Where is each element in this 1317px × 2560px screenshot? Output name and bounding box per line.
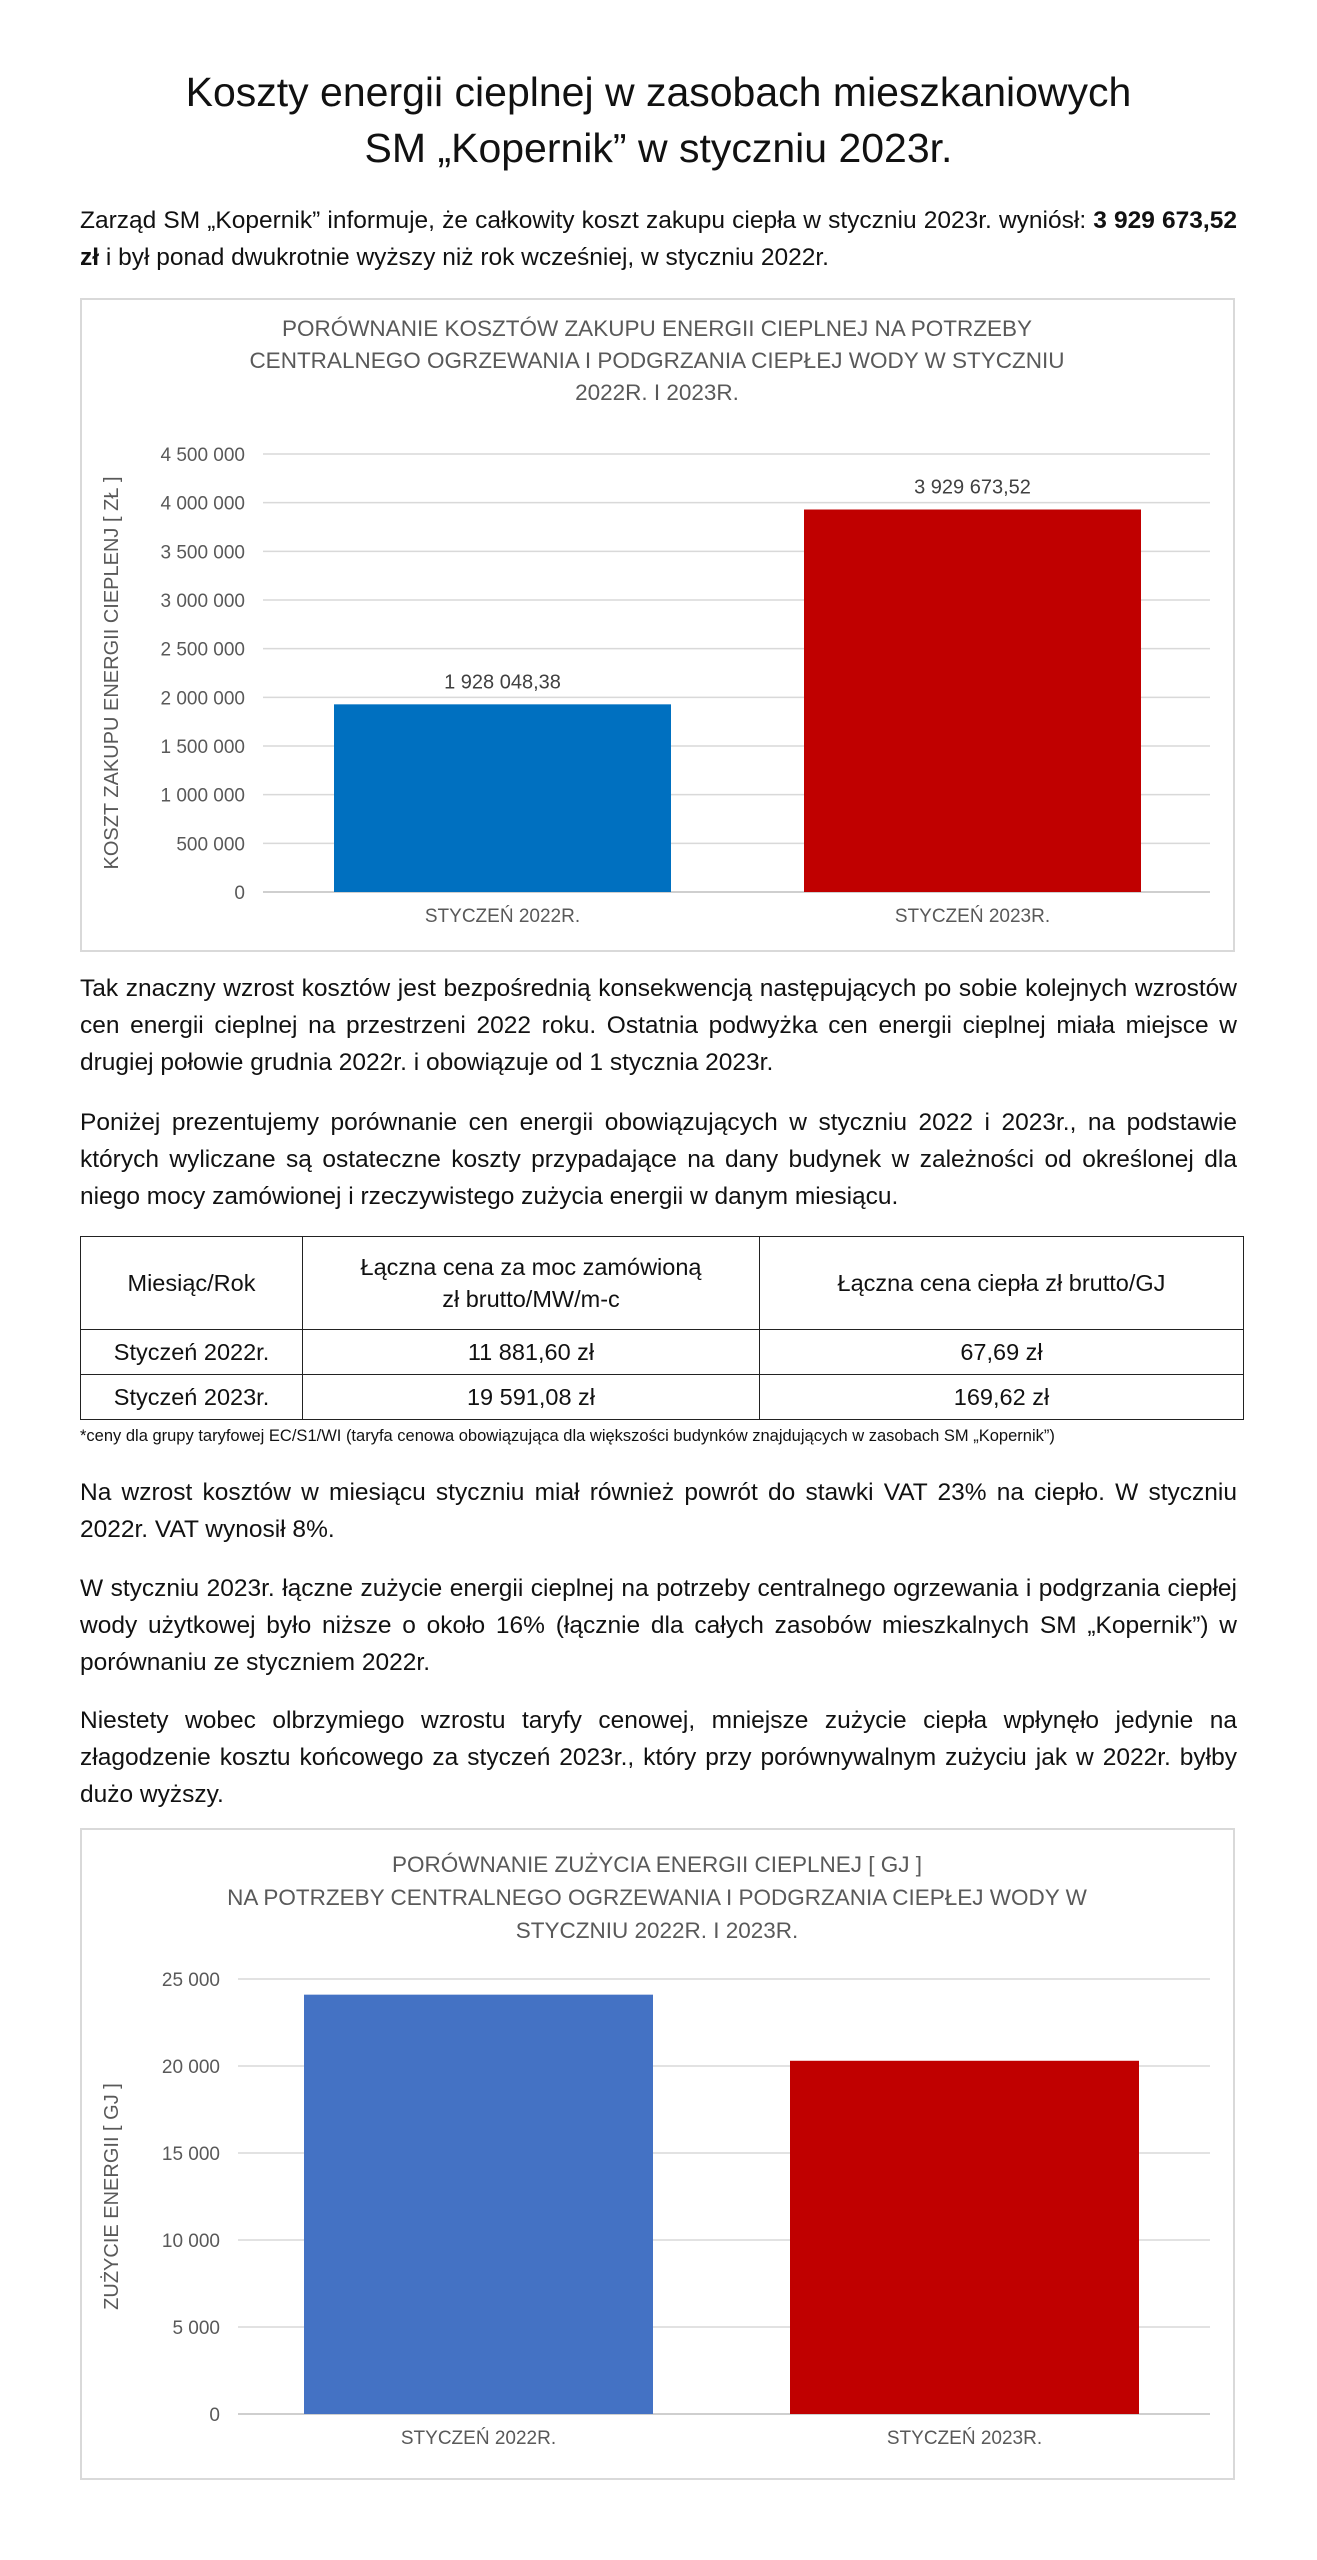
price-table-header-row	[81, 1237, 1244, 1330]
paragraph-price-increase: Tak znaczny wzrost kosztów jest bezpośrednią konsekwencją następujących po sobie kolejnych wzrostów cen energii cieplnej na przestrzeni 2022 roku. Ostatnia podwyżka cen energii cieplnej miała miejsce w drugiej połowie grudnia 2022r. i obowiązuje od 1 stycznia 2023r.	[80, 975, 1237, 1076]
y-tick-label: 0	[234, 883, 245, 904]
consumption-chart-svg	[82, 1830, 1233, 2478]
price-table-footnote: *ceny dla grupy taryfowej EC/S1/WI (taryfa cenowa obowiązująca dla większości budynków znajdujących w zasobach SM „Kopernik”)	[80, 1427, 1055, 1445]
data-label: 3 929 673,52	[914, 476, 1031, 499]
y-axis-title: ZUŻYCIE ENERGII [ GJ ]	[101, 2083, 123, 2310]
paragraph-vat: Na wzrost kosztów w miesiącu styczniu miał również powrót do stawki VAT 23% na ciepło. W styczniu 2022r. VAT wynosił 8%.	[80, 1479, 1237, 1543]
page-title	[0, 64, 1317, 176]
consumption-chart	[80, 1828, 1235, 2480]
bar	[334, 704, 671, 892]
header-capacity-price-line-1: Łączna cena za moc zamówioną	[360, 1254, 702, 1280]
y-tick-label: 2 500 000	[160, 639, 245, 661]
chart-title-line: STYCZNIU 2022R. I 2023R.	[515, 1918, 799, 1943]
header-heat-price: Łączna cena ciepła zł brutto/GJ	[760, 1237, 1244, 1330]
y-tick-label: 1 500 000	[160, 737, 245, 758]
table-cell: 11 881,60 zł	[303, 1330, 760, 1375]
header-month-year: Miesiąc/Rok	[81, 1237, 303, 1330]
header-capacity-price	[303, 1237, 760, 1330]
y-tick-label: 5 000	[172, 2318, 220, 2339]
y-tick-label: 4 500 000	[160, 445, 245, 466]
bar	[790, 2061, 1139, 2414]
table-cell: Styczeń 2022r.	[81, 1330, 303, 1375]
x-category-label: STYCZEŃ 2023R.	[894, 906, 1051, 927]
bar	[804, 510, 1141, 892]
y-tick-label: 10 000	[161, 2231, 220, 2252]
paragraph-tariff: Niestety wobec olbrzymiego wzrostu taryfy cenowej, mniejsze zużycie ciepła wpłynęło jedynie na złagodzenie kosztu końcowego za styczeń 2023r., który przy porównywalnym zużyciu jak w 2022r. byłby dużo wyższy.	[80, 1707, 1237, 1808]
table-cell: 67,69 zł	[760, 1330, 1244, 1375]
table-row	[81, 1330, 1244, 1375]
y-tick-label: 4 000 000	[160, 493, 245, 515]
chart-title-line: PORÓWNANIE ZUŻYCIA ENERGII CIEPLNEJ [ GJ ]	[391, 1852, 923, 1877]
chart-title-line: PORÓWNANIE KOSZTÓW ZAKUPU ENERGII CIEPLNEJ NA POTRZEBY	[281, 316, 1033, 341]
intro-paragraph	[80, 202, 1237, 276]
y-tick-label: 0	[209, 2405, 220, 2426]
chart-title-line: NA POTRZEBY CENTRALNEGO OGRZEWANIA I PODGRZANIA CIEPŁEJ WODY W	[227, 1885, 1087, 1910]
y-tick-label: 20 000	[161, 2057, 220, 2078]
intro-text-before: Zarząd SM „Kopernik” informuje, że całkowity koszt zakupu ciepła w styczniu 2023r. wyniósł:	[80, 207, 1094, 234]
paragraph-consumption: W styczniu 2023r. łączne zużycie energii cieplnej na potrzeby centralnego ogrzewania i podgrzania ciepłej wody użytkowej było niższe o około 16% (łącznie dla całych zasobów mieszkalnych SM „Kopernik”) w porównaniu ze styczniem 2022r.	[80, 1575, 1237, 1676]
paragraph-price-comparison: Poniżej prezentujemy porównanie cen energii obowiązujących w styczniu 2022 i 2023r., na podstawie których wyliczane są ostateczne koszty przypadające na dany budynek w zależności od określonej dla niego mocy zamówionej i rzeczywistego zużycia energii w danym miesiącu.	[80, 1109, 1237, 1210]
y-tick-label: 3 500 000	[160, 542, 245, 564]
page-title-line-2: SM „Kopernik” w styczniu 2023r.	[364, 125, 953, 171]
total-cost-amount: 3 929 673,52 zł	[80, 207, 1237, 271]
bar	[304, 1995, 653, 2414]
page-title-line-1: Koszty energii cieplnej w zasobach mieszkaniowych	[185, 69, 1132, 115]
table-cell: 19 591,08 zł	[303, 1375, 760, 1420]
price-table	[80, 1236, 1244, 1420]
y-tick-label: 500 000	[176, 834, 245, 856]
chart-title-line: CENTRALNEGO OGRZEWANIA I PODGRZANIA CIEPŁEJ WODY W STYCZNIU	[249, 348, 1065, 373]
y-tick-label: 1 000 000	[160, 785, 245, 807]
y-tick-label: 15 000	[161, 2144, 220, 2165]
y-axis-title: KOSZT ZAKUPU ENERGII CIEPLENJ [ ZŁ ]	[101, 476, 123, 870]
intro-text-after: i był ponad dwukrotnie wyższy niż rok wcześniej, w styczniu 2022r.	[99, 244, 829, 271]
table-cell: 169,62 zł	[760, 1375, 1244, 1420]
cost-chart	[80, 298, 1235, 952]
header-capacity-price-line-2: zł brutto/MW/m-c	[442, 1286, 620, 1312]
table-cell: Styczeń 2023r.	[81, 1375, 303, 1420]
chart-title-line: 2022R. I 2023R.	[575, 380, 739, 405]
y-tick-label: 3 000 000	[160, 591, 245, 612]
cost-chart-svg	[82, 300, 1233, 950]
y-tick-label: 25 000	[161, 1970, 220, 1991]
table-row	[81, 1375, 1244, 1420]
x-category-label: STYCZEŃ 2022R.	[400, 2428, 557, 2449]
x-category-label: STYCZEŃ 2023R.	[886, 2428, 1043, 2449]
x-category-label: STYCZEŃ 2022R.	[424, 906, 581, 927]
y-tick-label: 2 000 000	[160, 688, 245, 710]
data-label: 1 928 048,38	[444, 671, 561, 694]
